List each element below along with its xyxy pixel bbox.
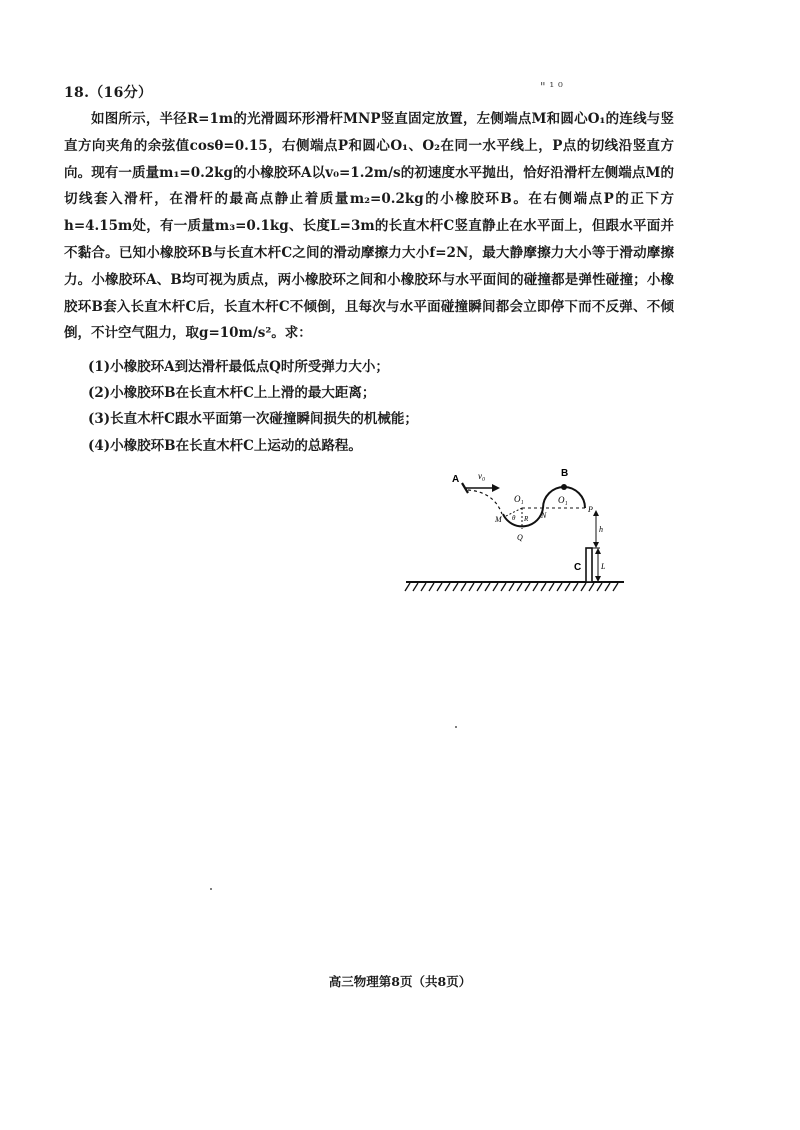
label-q: Q [517,533,523,542]
physics-diagram [400,460,640,600]
sub-question-1: (1)小橡胶环A到达滑杆最低点Q时所受弹力大小； [88,359,389,375]
scan-speck [455,726,457,728]
ring-b [561,484,567,490]
label-h: h [599,525,603,534]
label-r: R [524,515,529,523]
scan-speck [210,888,212,890]
sub-question-list [88,354,648,459]
label-theta: θ [512,514,516,522]
ring-a [462,483,500,493]
stray-mark: " ¹ ⁰ [540,80,563,94]
sub-question-2: (2)小橡胶环B在长直木杆C上上滑的最大距离； [88,385,376,402]
label-a: A [452,474,460,485]
trajectory [468,490,502,514]
question-number: 18.（16分） [64,85,153,101]
label-p: P [588,505,593,514]
ground [405,582,624,591]
label-o1-left: O₁ [514,494,524,504]
label-c: C [574,562,582,573]
label-b: B [561,468,569,479]
label-m: M [495,515,502,524]
sub-question-3: (3)长直木杆C跟水平面第一次碰撞瞬间损失的机械能； [88,411,418,428]
rod-c [586,548,592,582]
label-o1-right: O₁ [558,495,568,505]
sub-question-4: (4)小橡胶环B在长直木杆C上运动的总路程。 [88,437,362,454]
page-footer: 高三物理第8页（共8页） [328,974,472,989]
lower-arc [503,508,543,526]
label-v0: v₀ [478,471,486,481]
label-n: N [541,511,547,520]
problem-statement: 如图所示，半径R=1m的光滑圆环形滑杆MNP竖直固定放置，左侧端点M和圆心O₁的连线与竖直方向夹角的余弦值cosθ=0.15，右侧端点P和圆心O₁、O₂在同一水平线上，P点的切线沿竖直方向。现有一质量m₁=0.2kg的小橡胶环A以v₀=1.2m/s的初速度水平抛出，恰好沿滑杆左侧端点M的切线套入滑杆，在滑杆的最高点静止着质量m₂=0.2kg的小橡胶环B。在右侧端点P的正下方h=4.15m处，有一质量m₃=0.1kg、长度L=3m的长直木杆C竖直静止在水平面上，但跟水平面并不黏合。已知小橡胶环B与长直木杆C之间的滑动摩擦力大小f=2N，最大静摩擦力大小等于滑动摩擦力。小橡胶环A、B均可视为质点，两小橡胶环之间和小橡胶环与水平面间的碰撞都是弹性碰撞；小橡胶环B套入长直木杆C后，长直木杆C不倾倒，且每次与水平面碰撞瞬间都会立即停下而不反弹、不倾倒，不计空气阻力，取g=10m/s²。求： [64,111,674,342]
label-l: L [601,562,606,571]
